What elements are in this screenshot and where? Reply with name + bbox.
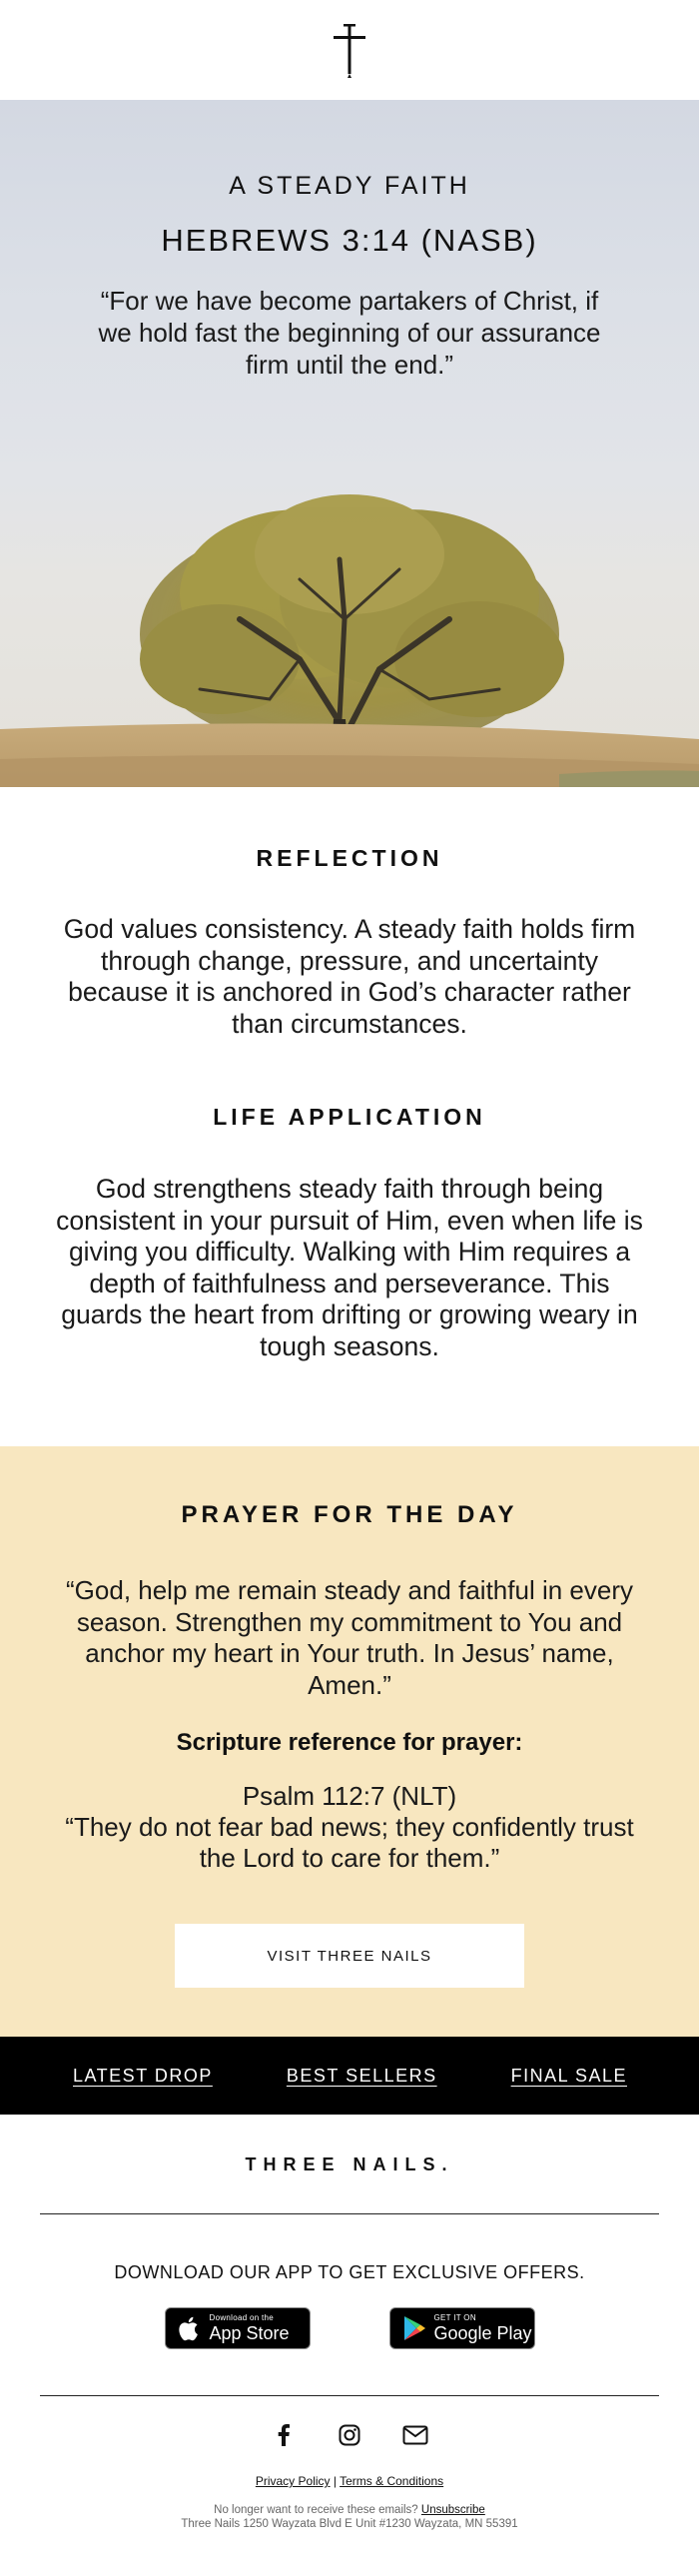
instagram-icon[interactable] (337, 2422, 362, 2448)
google-play-badge[interactable] (389, 2307, 535, 2349)
social-links (0, 2422, 699, 2448)
app-badges (0, 2307, 699, 2349)
unsubscribe-line (0, 2504, 699, 2516)
tree-crown (140, 494, 564, 754)
prayer-section (0, 1446, 699, 2037)
prayer-quote: “God, help me remain steady and faithful in every season. Strengthen my commitment to You and anchor my heart in Your truth. In Jesus’ name, Amen.” (66, 1575, 633, 1700)
life-application-title: LIFE APPLICATION (213, 1104, 486, 1130)
facebook-icon[interactable] (271, 2422, 297, 2448)
divider (40, 2213, 659, 2214)
nav-best-sellers[interactable]: BEST SELLERS (286, 2065, 437, 2086)
brand-wordmark[interactable]: THREE NAILS. (245, 2154, 454, 2174)
app-store-label: App Store (209, 2323, 290, 2343)
scripture-reference: Psalm 112:7 (NLT) (242, 1781, 457, 1811)
google-play-label: Google Play (433, 2323, 532, 2343)
legal-separator: | (330, 2474, 341, 2488)
hero-eyebrow: A STEADY FAITH (229, 172, 470, 200)
scripture-text: “They do not fear bad news; they confidently trust the Lord to care for them.” (65, 1812, 634, 1873)
company-address: Three Nails 1250 Wayzata Blvd E Unit #1230 Wayzata, MN 55391 (181, 2518, 518, 2530)
life-application-body: God strengthens steady faith through being consistent in your pursuit of Him, even when life is giving you difficulty. Walking with Him requires a depth of faithfulness and perseverance. This guards the heart from drifting or growing weary in tough seasons. (56, 1174, 643, 1361)
google-play-icon (402, 2315, 426, 2341)
unsubscribe-link[interactable]: Unsubscribe (420, 2504, 485, 2516)
cross-logo-icon[interactable] (330, 22, 369, 78)
header (0, 0, 699, 100)
divider (40, 2395, 659, 2396)
life-application-section (0, 1040, 699, 1362)
hero-text (0, 100, 699, 381)
reflection-body: God values consistency. A steady faith holds firm through change, pressure, and uncertainty because it is anchored in God’s character rather than circumstances. (63, 914, 636, 1039)
email-icon[interactable] (402, 2422, 428, 2448)
privacy-policy-link[interactable]: Privacy Policy (255, 2474, 331, 2488)
nav-final-sale[interactable]: FINAL SALE (510, 2065, 627, 2086)
app-store-small-text: Download on the (209, 2313, 275, 2322)
unsubscribe-text: No longer want to receive these emails? (214, 2504, 421, 2516)
footer-nav (0, 2037, 699, 2115)
reflection-section (0, 787, 699, 1040)
app-store-badge[interactable] (165, 2307, 311, 2349)
scripture-heading: HEBREWS 3:14 (NASB) (161, 223, 538, 258)
visit-three-nails-button[interactable]: VISIT THREE NAILS (175, 1924, 524, 1988)
reflection-title: REFLECTION (256, 845, 443, 871)
scripture-label: Scripture reference for prayer: (176, 1729, 523, 1756)
app-download-text: DOWNLOAD OUR APP TO GET EXCLUSIVE OFFERS. (114, 2262, 585, 2282)
hero-banner (0, 100, 699, 787)
nav-latest-drop[interactable]: LATEST DROP (73, 2065, 213, 2086)
terms-link[interactable]: Terms & Conditions (340, 2474, 444, 2488)
google-play-small-text: GET IT ON (433, 2313, 476, 2322)
footer (0, 2115, 699, 2530)
hero-quote: “For we have become partakers of Christ, if we hold fast the beginning of our assurance firm until the end.” (98, 286, 601, 380)
legal-links (0, 2474, 699, 2488)
apple-icon (178, 2315, 202, 2341)
prayer-title: PRAYER FOR THE DAY (181, 1501, 518, 1528)
